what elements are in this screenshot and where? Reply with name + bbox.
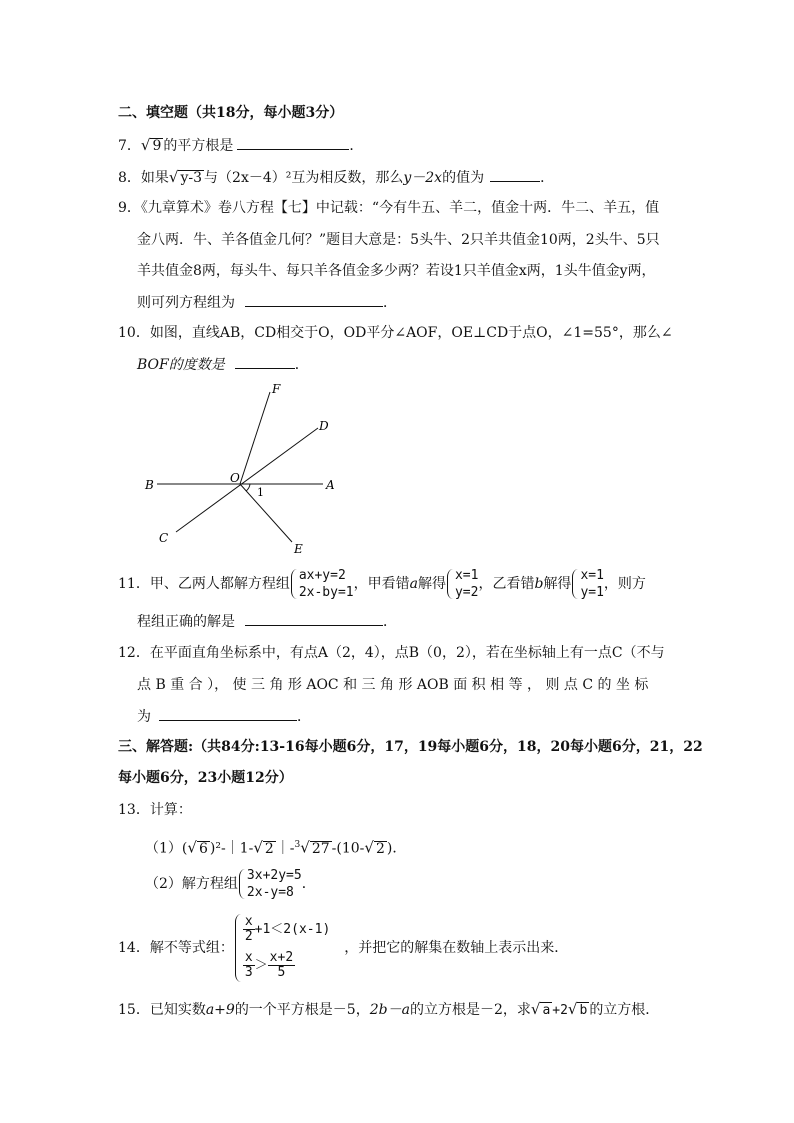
q11-post: ，则方 [603, 576, 646, 592]
q15-plus: +2 [552, 1003, 568, 1018]
q15-number: 15． [118, 1002, 150, 1018]
section-2-heading: 二、填空题（共18分，每小题3分） [118, 105, 344, 121]
q12-line-2: 点 B 重 合 ）， 使 三 角 形 AOC 和 三 角 形 AOB 面 积 相 等 ， 则 点 C 的 坐 标 [137, 677, 649, 693]
q9-line-1-text: 《九章算术》卷八方程【七】中记载：“今有牛五、羊二，值金十两．牛二、羊五，值 [140, 200, 660, 216]
q13-number: 13． [118, 802, 150, 818]
q12-line-3-text: 为 [137, 709, 151, 725]
q13-p1e: )． [386, 840, 407, 857]
ray-of [240, 392, 270, 484]
q9-line-4-text: 则可列方程组为 [137, 295, 235, 311]
q13-part-1: （1）(√ 6 )²-｜1-√ 2 ｜-$^3$√ 27 -(10-√ 2 )． [145, 838, 407, 857]
q11-answer-blank[interactable] [245, 612, 383, 626]
label-o: O [230, 471, 240, 485]
q11-number: 11． [118, 576, 150, 592]
label-e: E [294, 542, 303, 556]
section-3-heading-line-1: 三、解答题:（共84分:13-16每小题6分，17，19每小题6分，18，20每小题6分，21，22 [118, 739, 703, 755]
label-a: A [326, 478, 335, 492]
question-12-line-1 [118, 644, 665, 662]
q8-mid: 与（2x－4）²互为相反数，那么 [204, 170, 404, 186]
label-f: F [272, 382, 281, 396]
q11-mid1: ，甲看错 [353, 576, 410, 592]
question-10-line-2: BOF的度数是 ． [137, 357, 309, 373]
q13-title-text: 计算： [149, 802, 192, 818]
q11-solution-1 [446, 567, 478, 601]
q15-radicand-a: a [542, 1003, 551, 1018]
q13-r1: 6 [198, 840, 208, 857]
q11-eq1: ax+y=2 [298, 568, 346, 583]
question-8: 8．如果√ y-3 与（2x－4）²互为相反数，那么y－2x的值为 ． [118, 168, 555, 186]
q7-text: 的平方根是 [163, 138, 234, 154]
q14-f2-num: x [244, 950, 253, 965]
q13-p1c: ｜- [275, 840, 295, 857]
question-9-line-4: 则可列方程组为 ． [137, 295, 397, 311]
q15-text-2: 的立方根是－2，求 [409, 1002, 531, 1018]
question-14 [118, 910, 568, 986]
question-13-title [118, 801, 192, 819]
q14-post: ，并把它的解集在数轴上表示出来． [344, 940, 569, 956]
q8-expression: y－2x [403, 170, 443, 186]
q8-radicand: y-3 [180, 170, 203, 186]
q12-answer-blank[interactable] [159, 707, 297, 721]
q13-p2-end: ． [301, 876, 316, 892]
q14-f3-num: x+2 [269, 950, 294, 965]
q13-r2: 2 [264, 840, 274, 857]
q14-f3-den: 5 [277, 965, 286, 980]
q13-eq1: 3x+2y=5 [246, 868, 302, 883]
q13-p1b: )²-｜1- [209, 840, 254, 857]
q13-p2-label: （2）解方程组 [145, 876, 238, 892]
line-cd [176, 428, 318, 532]
q11-line-2-text: 程组正确的解是 [137, 614, 235, 630]
q11-s1a: x=1 [454, 568, 479, 583]
angle-1-arc [246, 484, 250, 491]
q14-f1-num: x [244, 914, 253, 929]
q11-var-b: b [534, 576, 544, 592]
q11-s2a: x=1 [580, 568, 604, 583]
q14-gt: ＞ [254, 958, 268, 973]
q15-text-1: 的一个平方根是－5， [234, 1002, 370, 1018]
q8-pre: 如果 [140, 170, 169, 186]
q14-inequality-system [234, 912, 330, 984]
q14-number: 14． [118, 940, 150, 956]
question-15: 15．已知实数a+9的一个平方根是－5，2b－a的立方根是－2，求√ a +2√ b 的立方根． [118, 1000, 660, 1018]
q13-r4: 2 [375, 840, 385, 857]
question-7: 7．√ 9 的平方根是 ． [118, 136, 364, 154]
q11-eq2: 2x-by=1 [298, 585, 354, 600]
q13-p1a: ( [181, 840, 188, 857]
q15-pre: 已知实数 [149, 1002, 206, 1018]
q11-pre: 甲、乙两人都解方程组 [149, 576, 290, 592]
q7-radicand: 9 [152, 138, 162, 154]
q8-number: 8． [118, 170, 141, 186]
q10-line-2-text: BOF的度数是 [137, 357, 225, 373]
q14-pre: 解不等式组： [149, 940, 234, 956]
q11-mid2: 解得 [417, 576, 446, 592]
q11-solution-2 [571, 567, 603, 601]
q11-s2b: y=1 [580, 585, 604, 600]
q12-number: 12． [118, 645, 150, 661]
section-3-heading-line-2: 每小题6分，23小题12分） [118, 770, 293, 786]
question-11-line-2: 程组正确的解是 ． [137, 614, 397, 630]
q14-f2-den: 3 [244, 965, 253, 980]
q14-f1-den: 2 [244, 929, 253, 944]
label-b: B [145, 478, 154, 492]
q11-mid4: 解得 [543, 576, 572, 592]
q11-s1b: y=2 [454, 585, 479, 600]
q11-system [290, 567, 354, 601]
q10-number: 10． [118, 325, 150, 341]
q13-p1d: -(10- [331, 840, 365, 857]
q11-mid3: ，乙看错 [478, 576, 535, 592]
question-11-line-1 [118, 564, 646, 604]
q9-number: 9． [118, 200, 141, 216]
q13-part-2 [145, 864, 316, 904]
label-angle-1: 1 [257, 486, 264, 499]
label-c: C [159, 531, 169, 545]
q11-var-a: a [409, 576, 418, 592]
q15-expr-2: 2b－a [369, 1002, 410, 1018]
label-d: D [319, 419, 329, 433]
q12-line-1-text: 在平面直角坐标系中，有点A（2，4），点B（0，2），若在坐标轴上有一点C（不与 [149, 645, 665, 661]
q13-cube-index: 3 [294, 840, 301, 850]
q9-line-2: 金八两．牛、羊各值金几何？”题目大意是：5头牛、2只羊共值金10两，2头牛、5只 [137, 232, 660, 248]
ray-oe [240, 484, 292, 542]
q14-ineq1-rest: +1＜2(x-1) [254, 922, 331, 937]
q8-post: 的值为 [442, 170, 485, 186]
q9-line-3: 羊共值金8两，每头牛、每只羊各值金多少两？若设1只羊值金x两，1头牛值金y两， [137, 263, 656, 279]
q13-r3: 27 [311, 840, 330, 857]
q15-radicand-b: b [579, 1003, 588, 1018]
q13-system [238, 867, 302, 901]
q15-post: 的立方根． [589, 1002, 660, 1018]
q13-p1-label: （1） [145, 840, 182, 857]
q13-eq2: 2x-y=8 [246, 885, 294, 900]
q10-line-1-text: 如图，直线AB，CD相交于O，OD平分∠AOF，OE⊥CD于点O，∠1=55°，那么∠ [149, 325, 673, 341]
question-12-line-3: 为 ． [137, 709, 311, 725]
q7-number: 7． [118, 138, 141, 154]
q15-expr-1: a+9 [205, 1002, 235, 1018]
